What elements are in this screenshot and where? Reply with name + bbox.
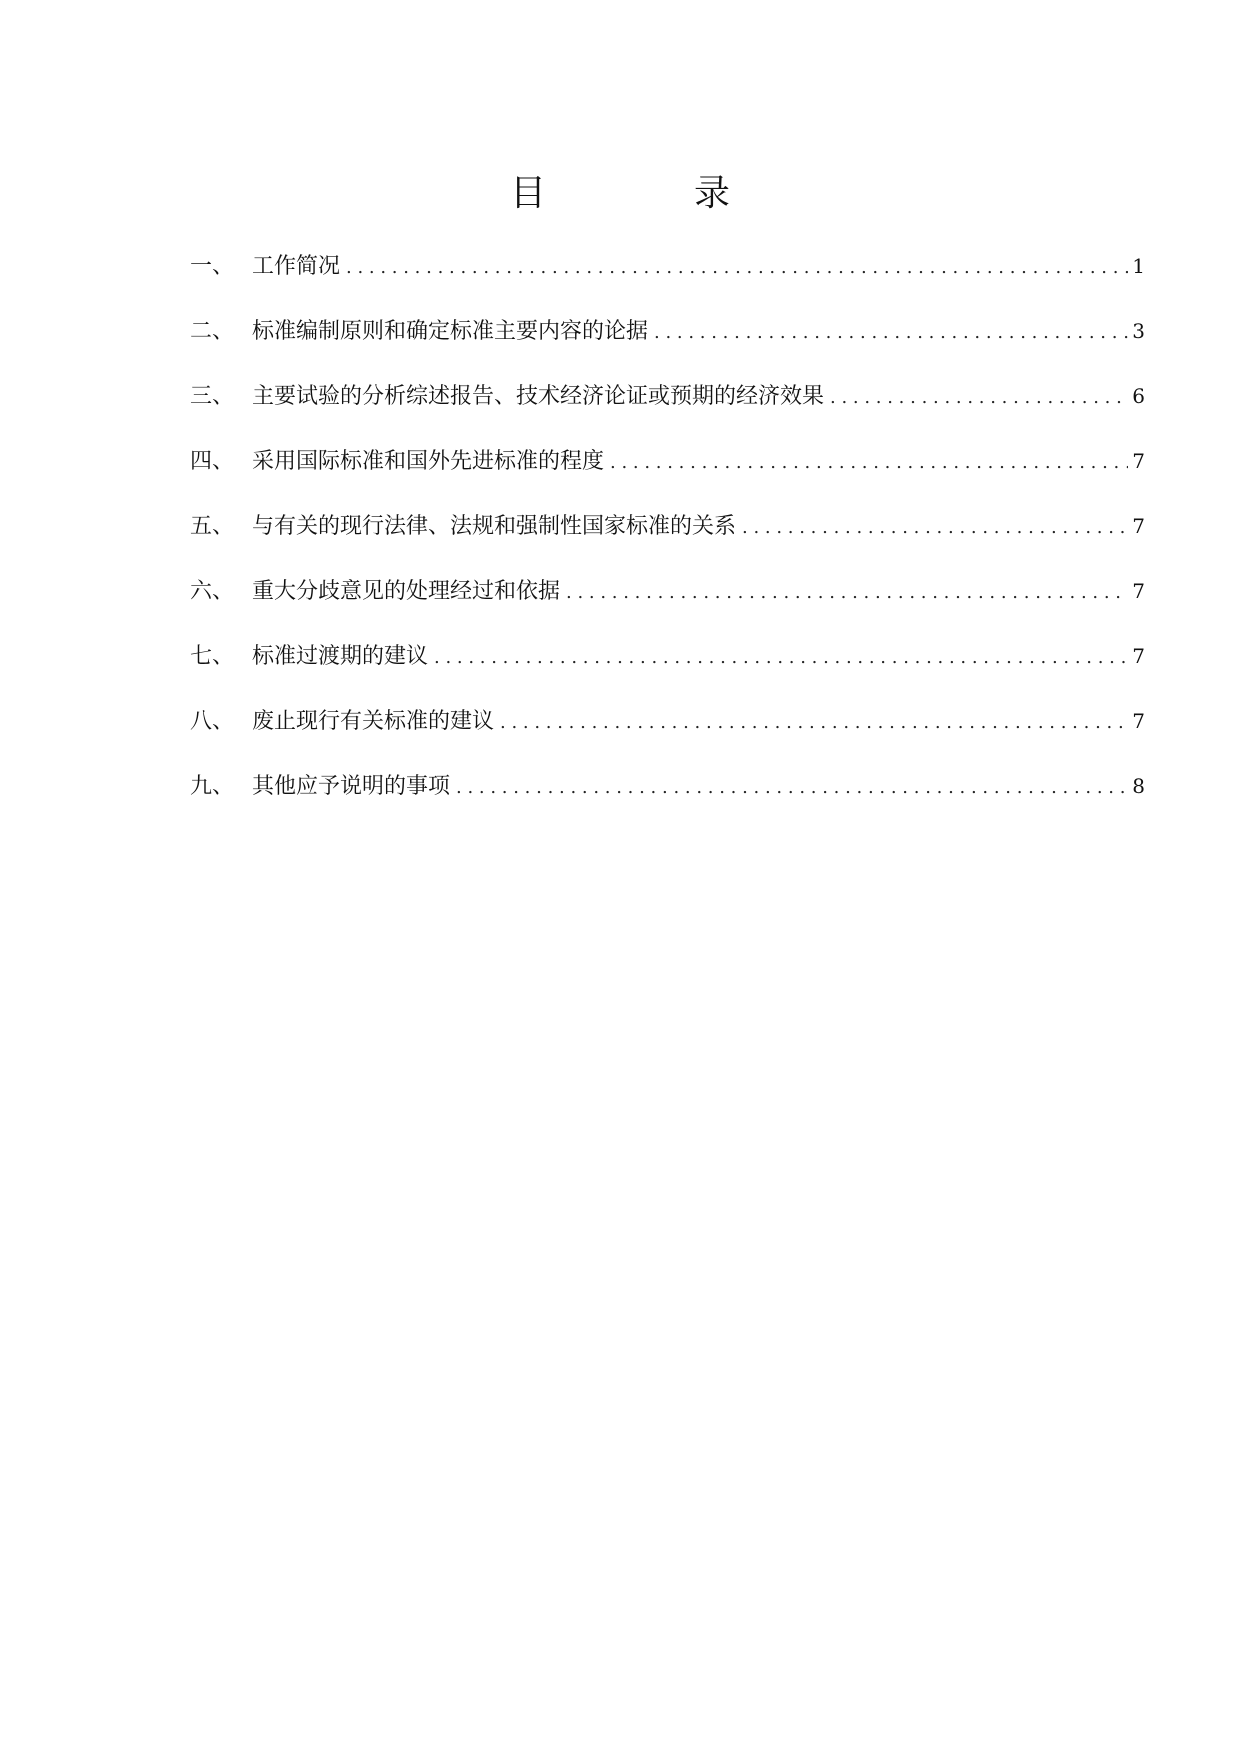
toc-entry-7[interactable] [190,642,1145,707]
toc-entry-page[interactable]: 7 [1132,449,1145,473]
dot-leader [830,384,1128,412]
toc-entry-page[interactable]: 8 [1132,774,1145,798]
toc-entry-page[interactable]: 7 [1132,709,1145,733]
dot-leader [456,774,1128,802]
dot-leader [654,319,1128,347]
toc-entry-number: 一、 [190,254,235,279]
page-title: 目 录 [509,173,786,214]
toc-entry-number: 三、 [190,384,235,409]
toc-entry-title[interactable]: 标准编制原则和确定标准主要内容的论据 [252,319,649,344]
toc-entry-number: 五、 [190,514,235,539]
toc-entry-4[interactable] [190,447,1145,512]
toc-entry-title[interactable]: 工作简况 [252,254,341,279]
toc-entry-5[interactable] [190,512,1145,577]
toc-entry-title[interactable]: 其他应予说明的事项 [252,774,451,799]
toc-entry-2[interactable] [190,317,1145,382]
toc-entry-title[interactable]: 采用国际标准和国外先进标准的程度 [252,449,605,474]
toc-entry-title[interactable]: 重大分歧意见的处理经过和依据 [252,579,561,604]
toc-entry-page[interactable]: 7 [1132,579,1145,603]
toc-entry-9[interactable] [190,772,1145,837]
dot-leader [346,254,1128,282]
toc-entry-number: 九、 [190,774,235,799]
toc-entry-number: 四、 [190,449,235,474]
toc-entry-number: 八、 [190,709,235,734]
toc-entry-6[interactable] [190,577,1145,642]
toc-entry-8[interactable] [190,707,1145,772]
toc-entry-3[interactable] [190,382,1145,447]
toc-entry-page[interactable]: 7 [1132,644,1145,668]
toc-entry-page[interactable]: 3 [1132,319,1145,343]
toc-entry-page[interactable]: 1 [1132,254,1145,278]
dot-leader [434,644,1128,672]
toc-entry-title[interactable]: 废止现行有关标准的建议 [252,709,495,734]
toc-entry-page[interactable]: 7 [1132,514,1145,538]
toc-entry-title[interactable]: 标准过渡期的建议 [252,644,429,669]
toc-entry-number: 二、 [190,319,235,344]
toc-entry-1[interactable] [190,252,1145,317]
toc-entry-page[interactable]: 6 [1132,384,1145,408]
dot-leader [610,449,1128,477]
toc-entry-number: 六、 [190,579,235,604]
toc-entry-number: 七、 [190,644,235,669]
dot-leader [566,579,1128,607]
table-of-contents [190,252,1145,837]
dot-leader [500,709,1128,737]
toc-entry-title[interactable]: 主要试验的分析综述报告、技术经济论证或预期的经济效果 [252,384,825,409]
toc-entry-title[interactable]: 与有关的现行法律、法规和强制性国家标准的关系 [252,514,737,539]
dot-leader [742,514,1128,542]
